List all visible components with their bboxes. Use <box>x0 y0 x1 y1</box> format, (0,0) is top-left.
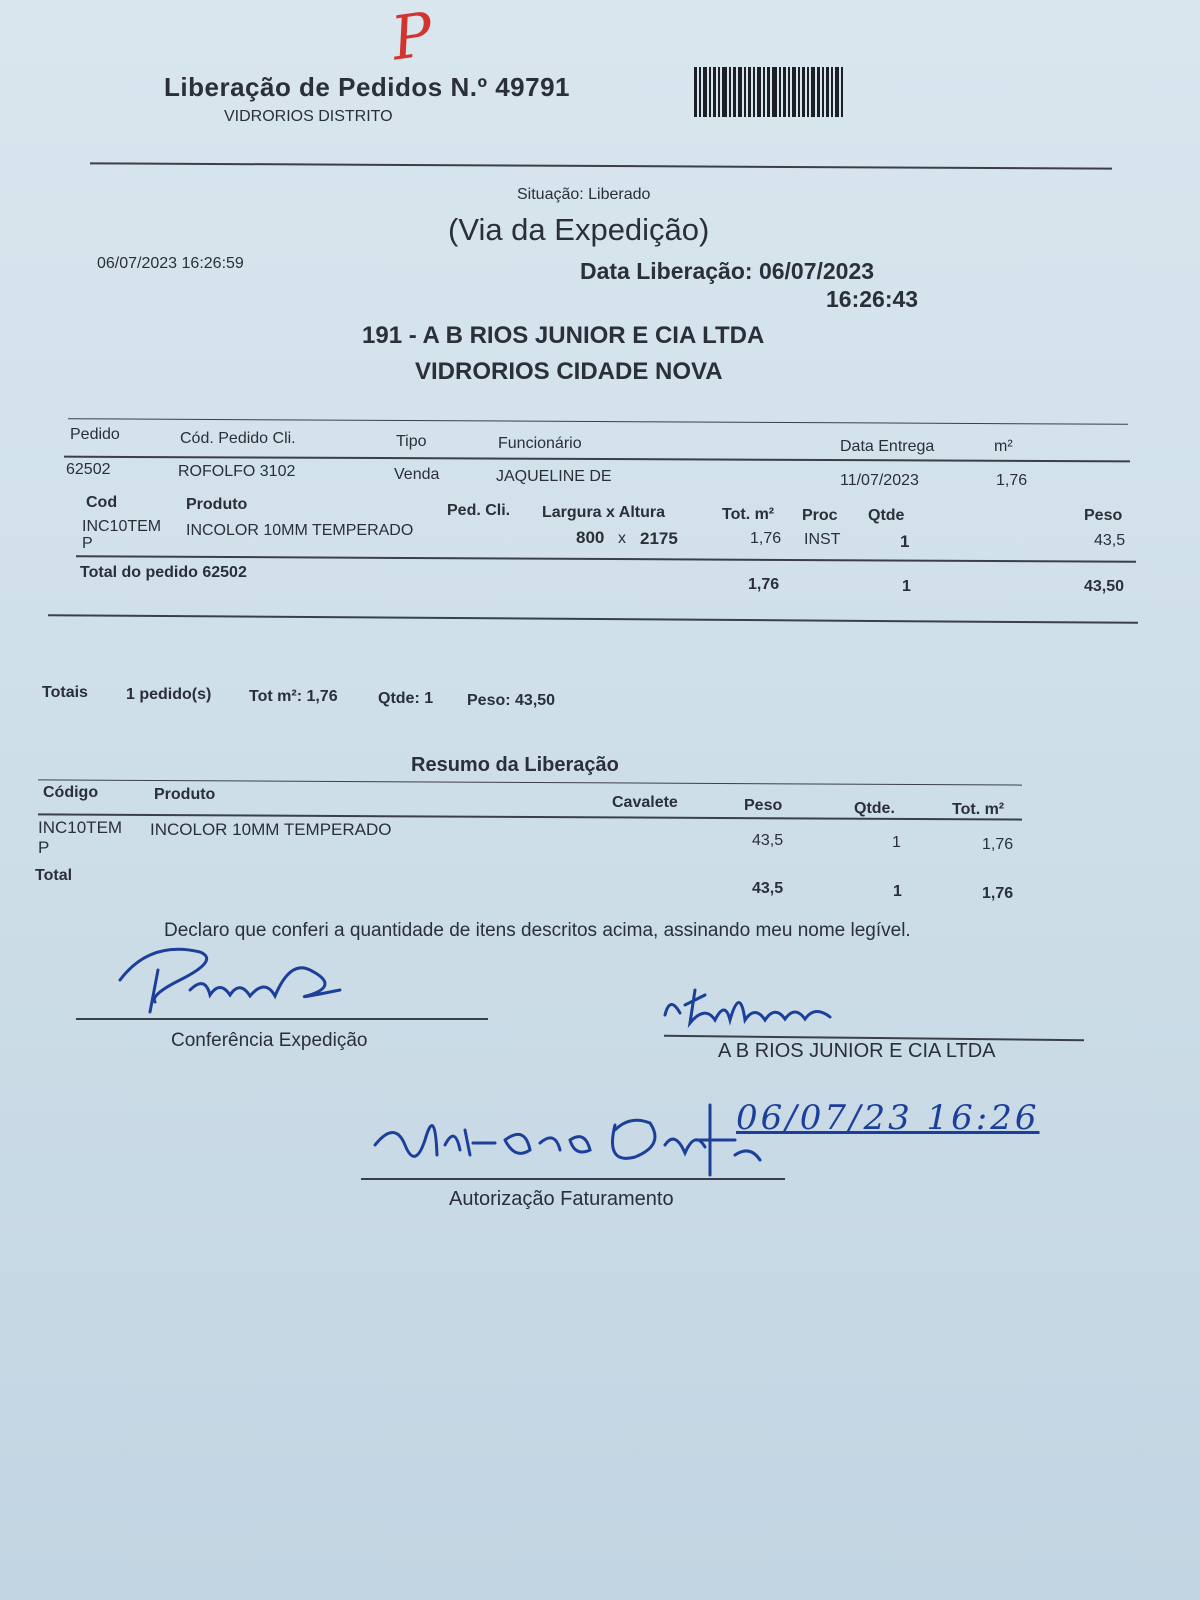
signature-line-autorizacao <box>361 1178 785 1180</box>
resumo-total-label: Total <box>35 867 73 884</box>
signature-autorizacao <box>365 1085 765 1185</box>
item-qtde: 1 <box>900 532 910 551</box>
order-tipo: Venda <box>394 466 440 483</box>
col-pedido: Pedido <box>70 426 120 443</box>
handwritten-mark: P <box>387 0 438 75</box>
order-total-rule <box>76 555 1136 563</box>
conferencia-label: Conferência Expedição <box>171 1030 368 1051</box>
order-total-peso: 43,50 <box>1084 578 1125 595</box>
signature-cliente <box>660 975 860 1035</box>
item-altura: 2175 <box>640 529 678 548</box>
col-ped-cli: Ped. Cli. <box>447 502 511 519</box>
col-qtde: Qtde <box>868 507 905 524</box>
col-produto: Produto <box>186 496 248 513</box>
resumo-col-peso: Peso <box>744 797 783 814</box>
resumo-peso: 43,5 <box>752 832 784 849</box>
declaration-text: Declaro que conferi a quantidade de itens descritos acima, assinando meu nome legível. <box>164 920 911 941</box>
order-table-top-rule <box>68 418 1128 425</box>
order-cod-pedido-cli: ROFOLFO 3102 <box>178 463 296 480</box>
item-largura: 800 <box>576 528 605 547</box>
client-branch: VIDRORIOS CIDADE NOVA <box>415 358 723 385</box>
print-datetime: 06/07/2023 16:26:59 <box>97 255 244 272</box>
resumo-top-rule <box>38 779 1022 785</box>
item-produto: INCOLOR 10MM TEMPERADO <box>186 522 414 539</box>
col-funcionario: Funcionário <box>498 435 582 452</box>
col-peso: Peso <box>1084 507 1123 524</box>
order-data-entrega: 11/07/2023 <box>840 472 919 489</box>
signature-line-conferencia <box>76 1018 488 1020</box>
col-proc: Proc <box>802 507 838 524</box>
resumo-tot-m2: 1,76 <box>982 836 1014 853</box>
col-cod: Cod <box>86 494 118 511</box>
order-pedido: 62502 <box>66 461 111 478</box>
item-cod-suffix: P <box>82 535 93 552</box>
resumo-qtde: 1 <box>892 834 901 851</box>
col-largura-altura: Largura x Altura <box>542 504 665 521</box>
item-peso: 43,5 <box>1094 532 1126 549</box>
item-tot-m2: 1,76 <box>750 530 782 547</box>
resumo-total-tot-m2: 1,76 <box>982 885 1014 902</box>
signature-conferencia <box>110 940 390 1020</box>
order-table-bottom-rule <box>48 614 1138 624</box>
item-cod: INC10TEM <box>82 518 162 535</box>
barcode <box>694 67 874 117</box>
order-m2: 1,76 <box>996 472 1028 489</box>
handwritten-date: 06/07/23 16:26 <box>736 1098 1040 1138</box>
cliente-label: A B RIOS JUNIOR E CIA LTDA <box>718 1040 996 1062</box>
col-m2: m² <box>994 438 1013 455</box>
order-total-label: Total do pedido 62502 <box>80 564 247 581</box>
order-funcionario: JAQUELINE DE <box>496 468 612 485</box>
totais-m2: Tot m²: 1,76 <box>249 688 338 705</box>
resumo-total-qtde: 1 <box>893 883 902 900</box>
col-tipo: Tipo <box>396 433 427 450</box>
order-total-m2: 1,76 <box>748 576 780 593</box>
autorizacao-label: Autorização Faturamento <box>449 1188 674 1210</box>
totais-label: Totais <box>42 684 88 701</box>
header-divider <box>90 162 1112 169</box>
situacao: Situação: Liberado <box>517 186 651 203</box>
document-title: Liberação de Pedidos N.º 49791 <box>164 72 570 102</box>
col-cod-pedido-cli: Cód. Pedido Cli. <box>180 430 296 447</box>
item-proc: INST <box>804 531 841 548</box>
col-tot-m2: Tot. m² <box>722 506 775 523</box>
resumo-col-tot-m2: Tot. m² <box>952 801 1005 818</box>
resumo-total-peso: 43,5 <box>752 880 784 897</box>
resumo-codigo: INC10TEM <box>38 818 123 837</box>
order-total-qtde: 1 <box>902 578 911 595</box>
col-data-entrega: Data Entrega <box>840 438 935 455</box>
resumo-produto: INCOLOR 10MM TEMPERADO <box>150 820 392 839</box>
order-header-rule <box>64 456 1130 463</box>
resumo-col-produto: Produto <box>154 786 216 803</box>
resumo-title: Resumo da Liberação <box>411 754 619 776</box>
via-label: (Via da Expedição) <box>448 212 710 247</box>
resumo-col-cavalete: Cavalete <box>612 794 678 811</box>
data-liberacao-time: 16:26:43 <box>826 286 919 312</box>
totais-pedidos: 1 pedido(s) <box>126 686 212 703</box>
resumo-col-qtde: Qtde. <box>854 800 895 817</box>
resumo-codigo-suffix: P <box>38 838 50 857</box>
totais-qtde: Qtde: 1 <box>378 690 434 707</box>
document-subtitle: VIDRORIOS DISTRITO <box>224 108 393 125</box>
client-name: 191 - A B RIOS JUNIOR E CIA LTDA <box>362 322 765 349</box>
totais-peso: Peso: 43,50 <box>467 692 556 709</box>
resumo-col-codigo: Código <box>43 784 99 801</box>
data-liberacao: Data Liberação: 06/07/2023 <box>580 258 875 284</box>
item-dim-x: x <box>618 530 626 547</box>
